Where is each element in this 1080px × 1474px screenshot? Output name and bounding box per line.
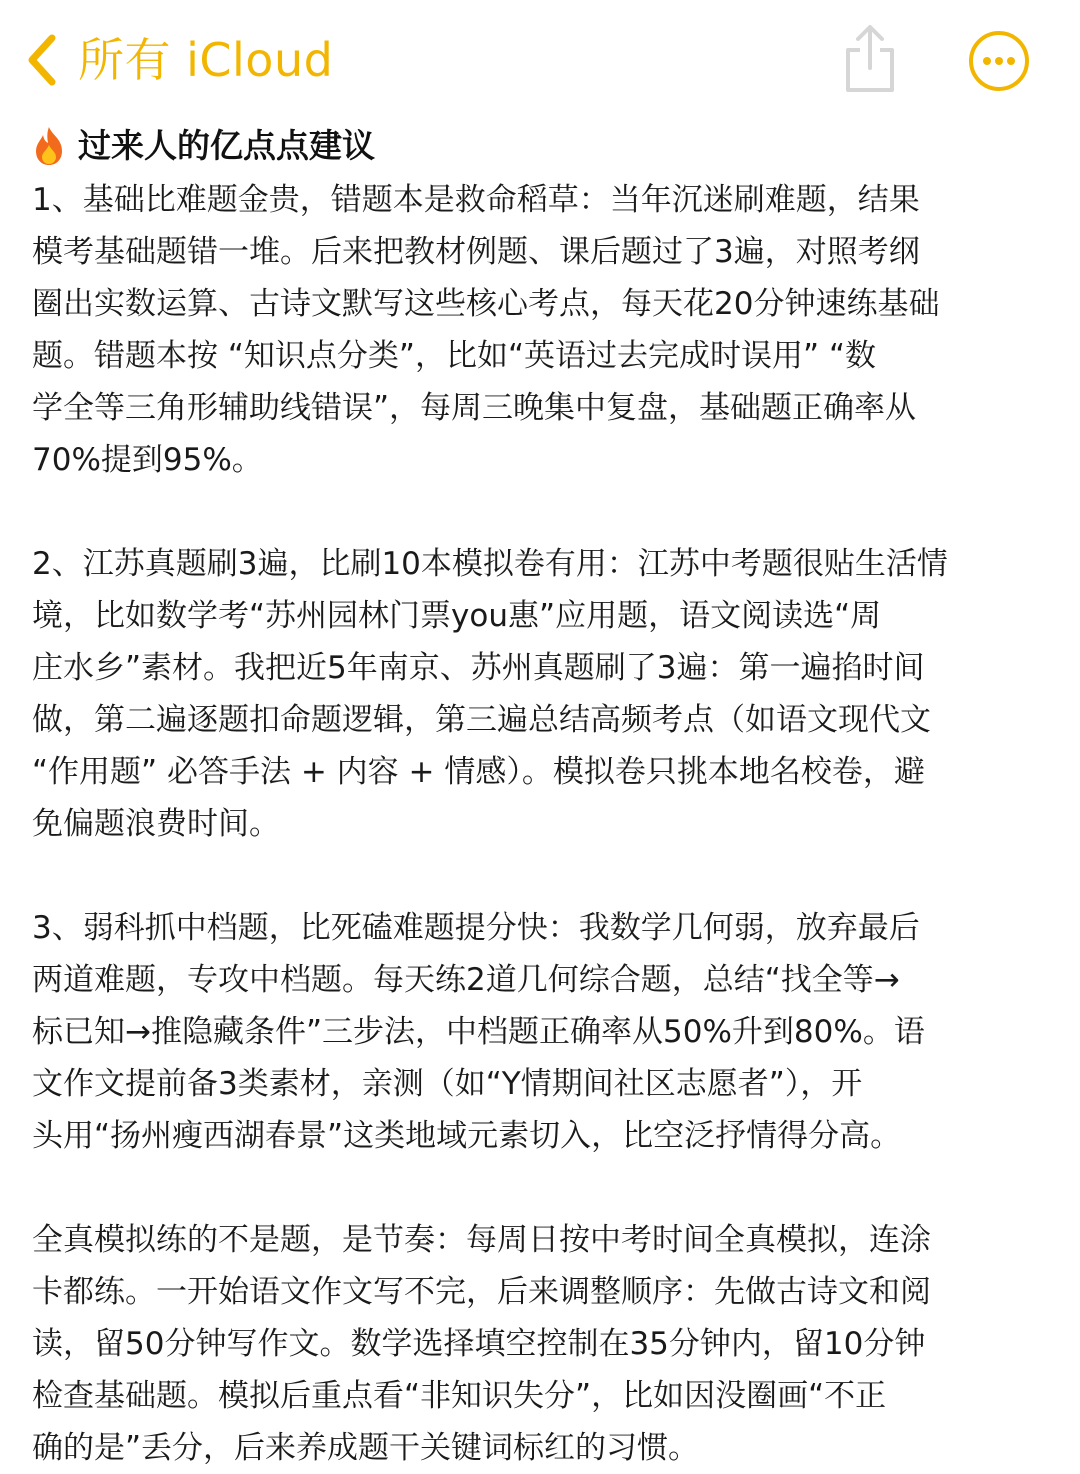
share-icon	[840, 22, 900, 94]
more-button[interactable]	[968, 30, 1030, 92]
chevron-left-icon	[22, 28, 62, 92]
back-button[interactable]	[22, 28, 333, 92]
share-button[interactable]	[840, 22, 900, 94]
note-body[interactable]	[32, 118, 1052, 1466]
note-title-row	[32, 118, 1052, 174]
note-paragraph-4: 全真模拟练的不是题，是节奏：每周日按中考时间全真模拟，连涂 卡都练。一开始语文作文写不完，后来调整顺序：先做古诗文和阅 读，留50分钟写作文。数学选择填空控制在35分钟内，留10分钟 检查基础题。模拟后重点看“非知识失分”，比如因没圈画“不正 确的是”丢分，后来养成题干关键词标红的习惯。	[32, 1222, 931, 1466]
ellipsis-circle-icon	[968, 30, 1030, 92]
note-paragraph-3: 3、弱科抓中档题，比死磕难题提分快：我数学几何弱，放弃最后 两道难题，专攻中档题。每天练2道几何综合题，总结“找全等→ 标已知→推隐藏条件”三步法，中档题正确率从50%升到80%。语 文作文提前备3类素材，亲测（如“Y情期间社区志愿者”），开 头用“扬州瘦西湖春景”这类地域元素切入，比空泛抒情得分高。	[32, 910, 925, 1154]
navigation-bar	[0, 0, 1080, 118]
note-paragraph-2: 2、江苏真题刷3遍，比刷10本模拟卷有用：江苏中考题很贴生活情 境，比如数学考“苏州园林门票you惠”应用题，语文阅读选“周 庄水乡”素材。我把近5年南京、苏州真题刷了3遍：第一遍掐时间 做，第二遍逐题扣命题逻辑，第三遍总结高频考点（如语文现代文 “作用题” 必答手法 + 内容 + 情感）。模拟卷只挑本地名校卷，避 免偏题浪费时间。	[32, 546, 948, 842]
back-label: 所有 iCloud	[78, 33, 334, 87]
note-title: 过来人的亿点点建议	[78, 126, 375, 165]
fire-icon	[32, 125, 66, 167]
note-paragraph-1: 1、基础比难题金贵，错题本是救命稻草：当年沉迷刷难题，结果 模考基础题错一堆。后来把教材例题、课后题过了3遍，对照考纲 圈出实数运算、古诗文默写这些核心考点，每天花20分钟速练基础 题。错题本按 “知识点分类”，比如“英语过去完成时误用” “数 学全等三角形辅助线错误”，每周三晚集中复盘，基础题正确率从 70%提到95%。	[32, 182, 940, 478]
